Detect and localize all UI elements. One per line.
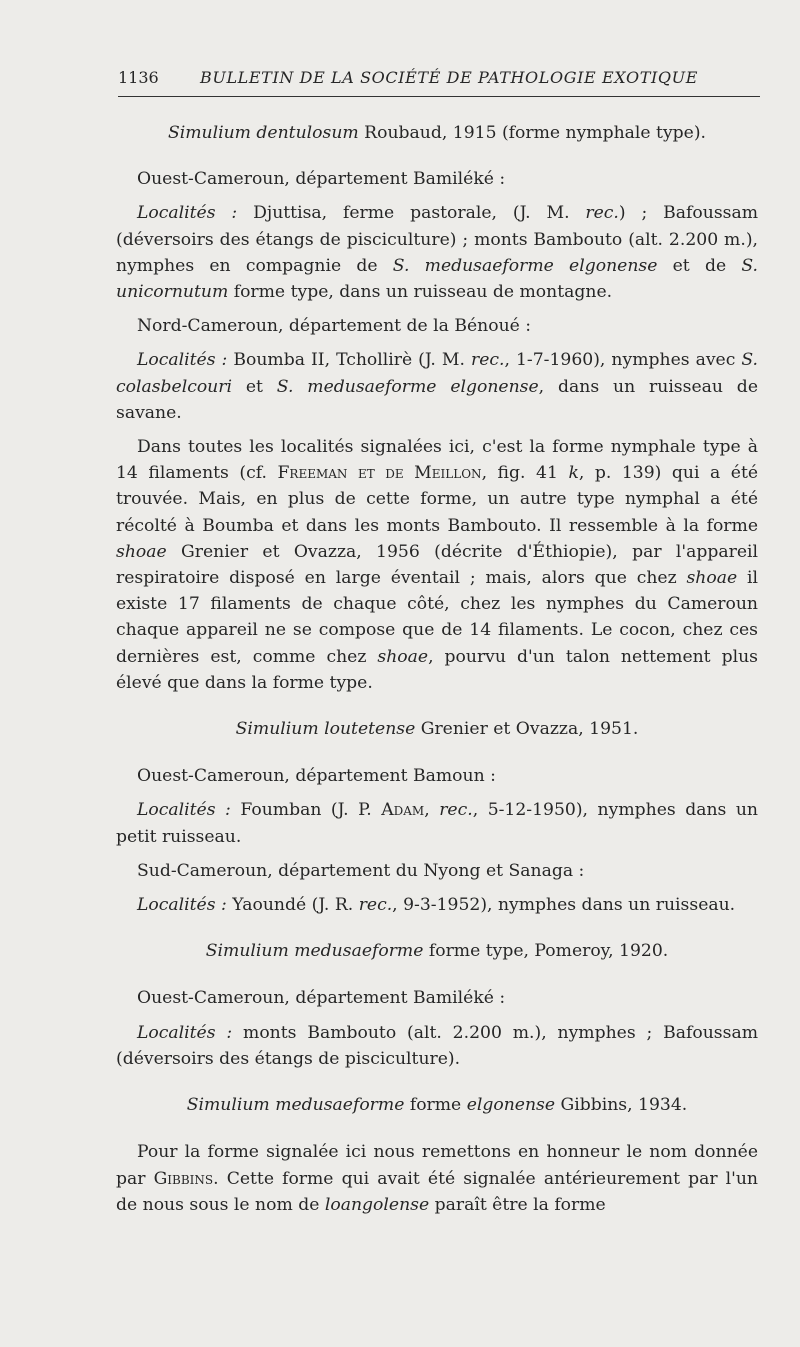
region-heading: Nord-Cameroun, département de la Bénoué : xyxy=(137,316,532,337)
section-title-medusaeforme-elgonense: Simulium medusaeforme forme elgonense Gibbins, 1934. xyxy=(186,1095,688,1116)
region-heading: Sud-Cameroun, département du Nyong et Sanaga : xyxy=(137,860,585,881)
form-name: elgonense xyxy=(466,1095,556,1116)
localities-paragraph: Localités : Boumba II, Tchollirè (J. M. rec., 1-7-1960), nymphes avec S. colasbelcouri et S. medusaeforme elgonense, dans un ruisseau de savane. xyxy=(116,350,758,423)
localities-label: Localités : xyxy=(137,203,238,224)
author-citation: Gibbins xyxy=(153,1168,214,1189)
title-rest: Grenier et Ovazza, 1951. xyxy=(415,719,639,740)
elgonense-paragraph: Pour la forme signalée ici nous remettons en honneur le nom donnée par Gibbins. Cette forme qui avait été signalée antérieurement par l'un de nous sous le nom de loangolense paraît être la forme xyxy=(116,1142,758,1215)
localities-label: Localités : xyxy=(137,350,228,371)
species-name: Simulium dentulosum xyxy=(167,123,359,143)
region-heading: Ouest-Cameroun, département Bamiléké : xyxy=(137,988,506,1009)
species-name: Simulium medusaeforme xyxy=(205,941,424,962)
page-number: 1136 xyxy=(118,68,159,87)
localities-label: Localités : xyxy=(137,895,227,916)
species-name: Simulium medusaeforme xyxy=(186,1095,405,1116)
author-citation: Adam xyxy=(381,800,425,821)
species-name: Simulium loutetense xyxy=(235,719,416,740)
localities-paragraph: Localités : Foumban (J. P. Adam, rec., 5-12-1950), nymphes dans un petit ruisseau. xyxy=(116,800,759,847)
localities-paragraph: Localités : Djuttisa, ferme pastorale, (J. M. rec.) ; Bafoussam (déversoirs des étangs de pisciculture) ; monts Bambouto (alt. 2.200 m.), nymphes en compagnie de S. medusaeforme elgonense et de S. unicornutum forme type, dans un ruisseau de montagne. xyxy=(116,203,759,303)
body-text xyxy=(116,120,758,1226)
section-title-medusaeforme xyxy=(116,938,758,964)
section-title-loutetense xyxy=(116,716,758,742)
author-citation: Freeman et de Meillon xyxy=(277,463,482,484)
region-heading: Ouest-Cameroun, département Bamoun : xyxy=(137,766,496,787)
localities-paragraph: Localités : monts Bambouto (alt. 2.200 m.), nymphes ; Bafoussam (déversoirs des étangs de pisciculture). xyxy=(116,1022,758,1069)
title-rest: Roubaud, 1915 (forme nymphale type). xyxy=(358,123,707,143)
localities-label: Localités : xyxy=(137,1022,233,1043)
region-heading: Ouest-Cameroun, département Bamiléké : xyxy=(137,169,506,190)
localities-paragraph: Localités : Yaoundé (J. R. rec., 9-3-1952), nymphes dans un ruisseau. xyxy=(137,895,736,916)
title-rest: forme type, Pomeroy, 1920. xyxy=(423,941,669,962)
discussion-paragraph: Dans toutes les localités signalées ici, c'est la forme nymphale type à 14 filaments (cf. Freeman et de Meillon, fig. 41 k, p. 139) qui a été trouvée. Mais, en plus de cette forme, un autre type nymphal a été récolté à Boumba et dans les monts Bambouto. Il ressemble à la forme shoae Grenier et Ovazza, 1956 (décrite d'Éthiopie), par l'appareil respiratoire disposé en large éventail ; mais, alors que chez shoae il existe 17 filaments de chaque côté, chez les nymphes du Cameroun chaque appareil ne se compose que de 14 filaments. Le cocon, chez ces dernières est, comme chez shoae, pourvu d'un talon nettement plus élevé que dans la forme type. xyxy=(116,437,759,693)
running-title: BULLETIN DE LA SOCIÉTÉ DE PATHOLOGIE EXOTIQUE xyxy=(200,68,698,87)
page-header xyxy=(118,62,760,97)
section-title-dentulosum xyxy=(116,120,758,146)
localities-label: Localités : xyxy=(137,800,231,821)
title-rest: Gibbins, 1934. xyxy=(555,1095,688,1116)
